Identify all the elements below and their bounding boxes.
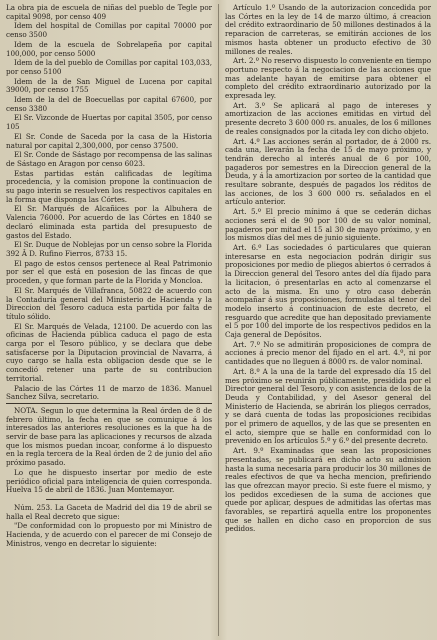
decree-quote: "De conformidad con lo propuesto por mi Ministro de Hacienda, y de acuerdo con el parecer de mi Consejo de Ministros, vengo en decretar lo siguiente: [6,521,212,548]
paragraph: El Sr. Marqués de Alcañices por la Albuhera de Valencia 76000. Por acuerdo de las Córtes en 1840 se declaró eliminada esta partida del presupuesto de gastos del Estado. [6,204,212,240]
section-divider [46,499,172,500]
article-paragraph: Art. 8.º A la una de la tarde del expresado día 15 del mes próximo se reunirán públicamente, presidida por el Director general del Tesoro, y con asistencia de los de la Deuda y Contabilidad, y del Asesor general del Ministerio de Hacienda, se abrirán los pliegos cerrados, y se dará cuenta de todas las proposiciones recibidas por el primero de aquellos, y de las que se presenten en el acto, siempre que se halle en conformidad con lo prevenido en los artículos 5.º y 6.º del presente decreto. [224,366,431,446]
article-paragraph: Art. 7.º No se admitirán proposiciones de compra de acciones á precio menor del fijado en el art. 4.º, ni por cantidades que no lleguen á 8000 rs. de valor nominal. [224,339,431,367]
paragraph: El pago de estos censos pertenece al Real Patrimonio por ser el que está en posesion de las fincas de que proceden, y que forman parte de la Florida y Moncloa. [6,258,212,286]
column-divider [218,4,219,636]
left-column [6,4,212,636]
paragraph: El Sr. Duque de Noblejas por un censo sobre la Florida 392 Â D. Rufino Fierros, 8733 15. [6,240,212,258]
decree-intro: Núm. 253. La Gaceta de Madrid del dia 19 de abril se halla el Real decreto que sigue: [6,502,212,521]
paragraph: Idem de la escuela de Sobrelapeña por capital 100,000, por censo 5000 [6,39,212,58]
article-paragraph: Art. 6.º Las sociedades ó particulares que quieran interesarse en esta negociacion podrán dirigir sus proposiciones por medio de pliegos abiertos ó cerrados á la Direccion general del Tesoro antes del día fijado para la licitacion, ó presentarlas en acto al comenzarse el acto de la misma. En uno y otro caso deberán acompañar á sus proposiciones, formuladas al tenor del modelo inserto á continuacion de este decreto, el resguardo que acredite que han depositado previamente el 5 por 100 del importe de los respectivos pedidos en la Caja general de Depósitos. [224,242,431,340]
paragraph: Idem del hospital de Comillas por capital 70000 por censo 3500 [6,21,212,40]
closing-paragraph: Lo que he dispuesto insertar por medio de este periódico oficial para inteligencia de quien corresponda. Huelva 15 de abril de 1836. Juan Montemayor. [6,467,212,495]
paragraph: El Sr. Conde de Saceda por la casa de la Historia natural por capital 2,300,000, por censo 37500. [6,131,212,150]
article-paragraph: Art. 9.º Examinadas que sean las proposiciones presentadas, se publicará en dicho acto su admision hasta la suma necesaria para producir los 30 millones de reales efectivos de que va hecha mencion, prefiriendo las que ofrezcan mayor precio. Si este fuere el mismo, y los pedidos excediesen de la suma de acciones que quede por aplicar, despues de admitidas las ofertas mas favorables, se repartirá aquella entre los proponentes que se hallen en dicho caso en proporcion de sus pedidos. [224,446,431,534]
right-column [225,4,431,636]
paragraph: El Sr. Marqués de Villafranca, 50822 de acuerdo con la Contaduría general del Ministerio de Hacienda y la Direccion del Tesoro caduca esta partida por falta de título sólido. [6,285,212,321]
paragraph: El Sr. Conde de Sástago por recompensa de las salinas de Sástago en Aragon por censo 6023. [6,150,212,168]
article-paragraph: Art. 5.º El precio mínimo á que se cederán dichas acciones será el de 90 por 100 de su valor nominal, pagaderos por mitad el 15 al 30 de mayo próximo, y en los mismos días del mes de junio siguiente. [224,207,431,243]
article-paragraph: Artículo 1.º Usando de la autorizacion concedida por las Córtes en la ley de 14 de marzo último, á creacion del crédito extraordinario de 50 millones destinados á la reparacion de carreteras, se emitirán acciones de los mismos hasta obtener un producto efectivo de 30 millones de reales. [224,4,431,56]
paragraph: Estas partidas están calificadas de legítima procedencia, y la comision propone la continuacion de su pago interin se resuelven los respectivos capitales en la forma que disponga las Córtes. [6,168,212,204]
nota-paragraph: NOTA. Segun lo que determina la Real órden de 8 de febrero último, la fecha en que se comunique á los interesados las anteriores resoluciones es la que ha de servir de base para las aplicaciones y recursos de alzada que los mismos puedan incoar, conforme á lo dispuesto en la regla tercera de la Real órden de 2 de junio del año próximo pasado. [6,403,212,468]
paragraph: Idem de la del pueblo de Comillas por capital 103,033, por censo 5100 [6,58,212,76]
paragraph: Idem de la de San Miguel de Lucena por capital 39000, por censo 1755 [6,76,212,95]
article-paragraph: Art. 3.º Se aplicará al pago de intereses y amortizacion de las acciones emitidas en virtud del presente decreto 3 600 000 rs. anuales, de los 6 millones de reales consignados por la citada ley con dicho objeto. [224,100,431,136]
article-paragraph: Art. 2.º No reservo dispuesto lo conveniente en tiempo oportuno respecto á la negociacion de las acciones que mas adelante hayan de emitirse para obtener el completo del crédito extraordinario autorizado por la expresada ley. [224,56,431,101]
article-paragraph: Art. 4.º Las acciones serán al portador, de á 2000 rs. cada una, llevarán la fecha de 15 de mayo próximo, y tendrán derecho al interés anual de 6 por 100, pagaderos por semestres en la Direccion general de la Deuda, y á la amortizacion por sorteo de la cantidad que resultare sobrante, después de pagados los réditos de las acciones, de los 3 600 000 rs. señalados en el artículo anterior. [224,136,431,207]
paragraph: La obra pia de escuela de niñas del pueblo de Tegle por capital 9098, por censo 409 [6,4,212,21]
paragraph: El Sr. Marqués de Velada, 12100. De acuerdo con las oficinas de Hacienda pública caduca el pago de esta carga por el Tesoro público, y se declara que debe satisfacerse por la Diputacion provincial de Navarra, á cuyo cargo se halla esta obligacion desde que se le concedió retener una parte de su contribucion territorial. [6,321,212,383]
signature-paragraph: Palacio de las Córtes 11 de marzo de 1836. Manuel Sanchez Silva, secretario. [6,383,212,402]
paragraph: Idem de la del de Boecuellas por capital 67600, por censo 3380 [6,95,212,113]
paragraph: El Sr. Vizconde de Huertas por capital 3505, por censo 105 [6,113,212,132]
